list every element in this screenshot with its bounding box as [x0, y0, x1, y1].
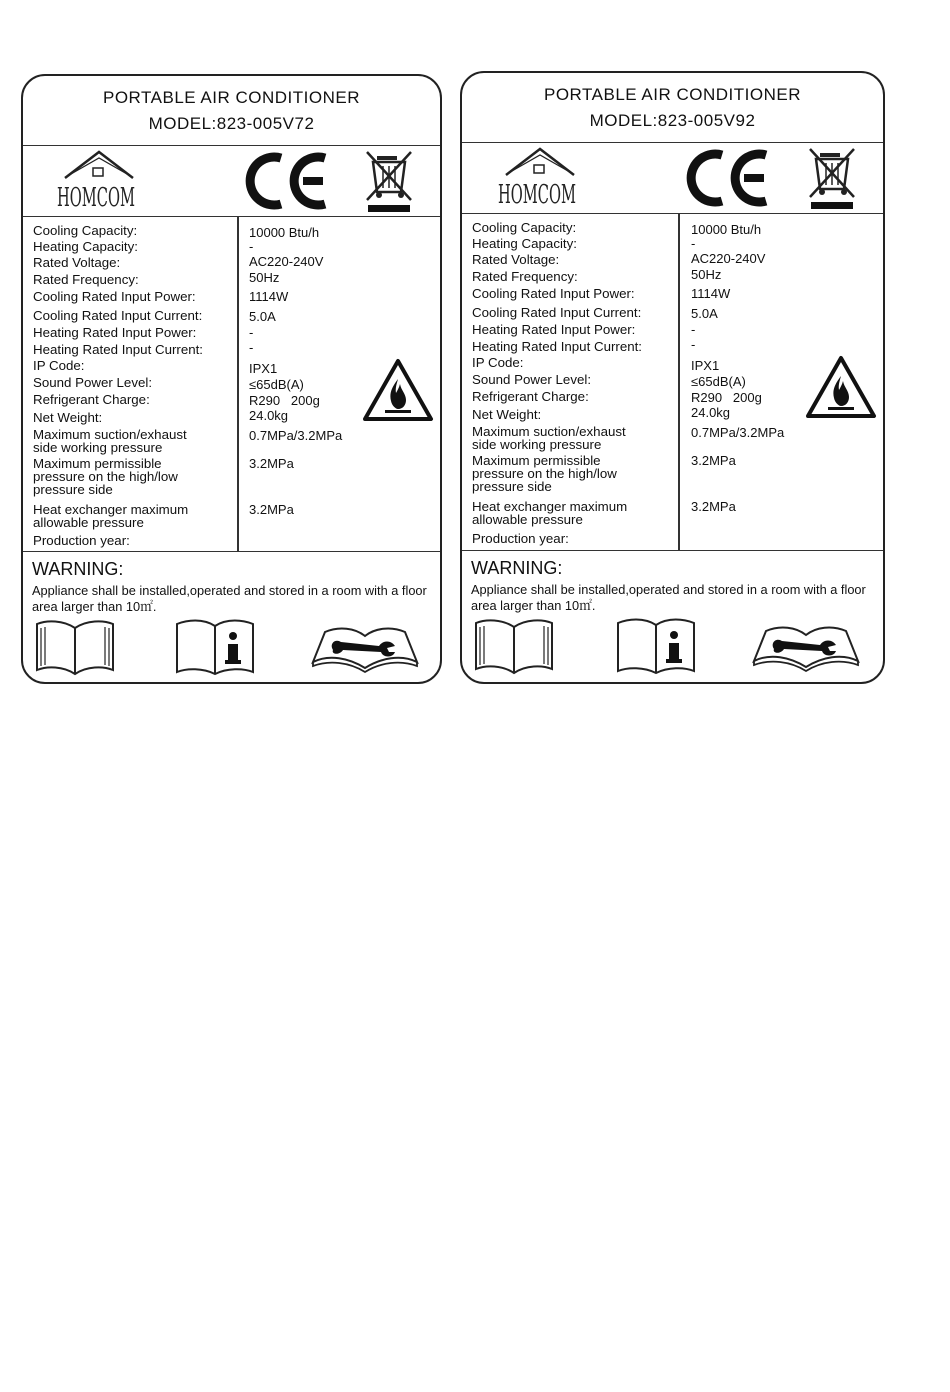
spec-name: Heating Rated Input Current:	[33, 342, 204, 357]
model-number: MODEL:823-005V92	[589, 111, 756, 130]
spec-value: 50Hz	[249, 270, 280, 285]
spec-value: -	[249, 325, 254, 340]
warning-text: Appliance shall be installed,operated and stored in a room with a floor area larger than 10㎡.	[471, 582, 866, 613]
model-number: MODEL:823-005V72	[148, 114, 315, 133]
spec-table	[462, 214, 883, 551]
open-book-icon	[33, 618, 117, 676]
spec-value: 24.0kg	[249, 408, 289, 423]
spec-name: Net Weight:	[472, 407, 542, 422]
crossed-bin-icon	[806, 145, 858, 211]
spec-name: IP Code:	[33, 358, 85, 373]
warning-text: Appliance shall be installed,operated and stored in a room with a floor area larger than 10㎡.	[32, 583, 427, 614]
spec-value: -	[249, 239, 254, 254]
spec-value: 0.7MPa/3.2MPa	[691, 425, 785, 440]
spec-value: 1114W	[249, 289, 289, 304]
spec-name: Cooling Capacity:	[33, 223, 138, 238]
spec-name: Rated Frequency:	[472, 269, 578, 284]
spec-name: Heating Capacity:	[33, 239, 138, 254]
spec-value: 24.0kg	[691, 405, 731, 420]
info-manual-icon	[614, 617, 698, 675]
spec-name: Sound Power Level:	[33, 375, 153, 390]
spec-value: 3.2MPa	[691, 499, 736, 514]
spec-name: Maximum permissible pressure on the high/low pressure side	[33, 456, 178, 497]
spec-name: Cooling Rated Input Power:	[472, 286, 635, 301]
ce-mark-icon	[684, 149, 774, 207]
spec-table	[23, 217, 440, 552]
ce-mark-icon	[243, 152, 333, 210]
spec-value: R290 200g	[691, 390, 762, 405]
spec-name: Rated Voltage:	[472, 252, 560, 267]
spec-value: IPX1	[249, 361, 278, 376]
flammable-warning-icon	[804, 354, 878, 420]
logo-row	[23, 146, 440, 217]
open-book-icon	[472, 617, 556, 675]
column-divider	[237, 217, 239, 551]
crossed-bin-icon	[363, 148, 415, 214]
spec-name: Net Weight:	[33, 410, 103, 425]
spec-name: Heating Rated Input Current:	[472, 339, 643, 354]
spec-name: Refrigerant Charge:	[472, 389, 589, 404]
spec-value: 5.0A	[249, 309, 276, 324]
spec-value: -	[691, 236, 696, 251]
spec-name: Heat exchanger maximum allowable pressure	[33, 502, 189, 530]
spec-value: AC220-240V	[691, 251, 766, 266]
spec-value: 10000 Btu/h	[249, 225, 320, 240]
warning-section	[462, 551, 883, 687]
column-divider	[678, 214, 680, 550]
spec-value: R290 200g	[249, 393, 320, 408]
warning-title: WARNING:	[32, 559, 124, 579]
spec-value: 3.2MPa	[691, 453, 736, 468]
spec-name: Maximum permissible pressure on the high/low pressure side	[472, 453, 617, 494]
spec-name: Rated Frequency:	[33, 272, 139, 287]
spec-value: 3.2MPa	[249, 502, 294, 517]
spec-value: 0.7MPa/3.2MPa	[249, 428, 343, 443]
spec-name: Heating Rated Input Power:	[472, 322, 636, 337]
warning-title: WARNING:	[471, 558, 563, 578]
spec-value: 1114W	[691, 286, 731, 301]
spec-name: Heating Capacity:	[472, 236, 577, 251]
spec-value: -	[249, 340, 254, 355]
label-title: PORTABLE AIR CONDITIONER	[544, 85, 801, 104]
spec-name: Cooling Rated Input Current:	[472, 305, 642, 320]
flammable-warning-icon	[361, 357, 435, 423]
spec-value: AC220-240V	[249, 254, 324, 269]
homcom-logo	[53, 148, 143, 212]
spec-name: Sound Power Level:	[472, 372, 592, 387]
spec-name: Refrigerant Charge:	[33, 392, 150, 407]
spec-value: -	[691, 322, 696, 337]
label-header	[23, 76, 440, 146]
info-manual-icon	[173, 618, 257, 676]
spec-value: 10000 Btu/h	[691, 222, 762, 237]
spec-name: Maximum suction/exhaust side working pressure	[472, 424, 626, 452]
label-title: PORTABLE AIR CONDITIONER	[103, 88, 360, 107]
spec-value: 3.2MPa	[249, 456, 294, 471]
service-manual-icon	[309, 618, 421, 676]
spec-name: Cooling Rated Input Power:	[33, 289, 196, 304]
logo-row	[462, 143, 883, 214]
spec-value: ≤65dB(A)	[249, 377, 304, 392]
spec-name: Production year:	[33, 533, 130, 548]
spec-name: Heating Rated Input Power:	[33, 325, 197, 340]
homcom-logo	[494, 145, 584, 209]
spec-name: IP Code:	[472, 355, 524, 370]
spec-name: Maximum suction/exhaust side working pressure	[33, 427, 187, 455]
spec-value: ≤65dB(A)	[691, 374, 746, 389]
spec-value: -	[691, 337, 696, 352]
spec-name: Heat exchanger maximum allowable pressure	[472, 499, 628, 527]
brand-text: HOMCOM	[498, 180, 576, 210]
spec-name: Production year:	[472, 531, 569, 546]
spec-name: Rated Voltage:	[33, 255, 121, 270]
spec-name: Cooling Rated Input Current:	[33, 308, 203, 323]
spec-name: Cooling Capacity:	[472, 220, 577, 235]
rating-label-1	[21, 74, 442, 684]
rating-label-2	[460, 71, 885, 684]
warning-section	[23, 552, 440, 688]
spec-value: 50Hz	[691, 267, 722, 282]
spec-value: IPX1	[691, 358, 720, 373]
spec-value: 5.0A	[691, 306, 718, 321]
label-header	[462, 73, 883, 143]
service-manual-icon	[750, 617, 862, 675]
brand-text: HOMCOM	[57, 183, 135, 213]
